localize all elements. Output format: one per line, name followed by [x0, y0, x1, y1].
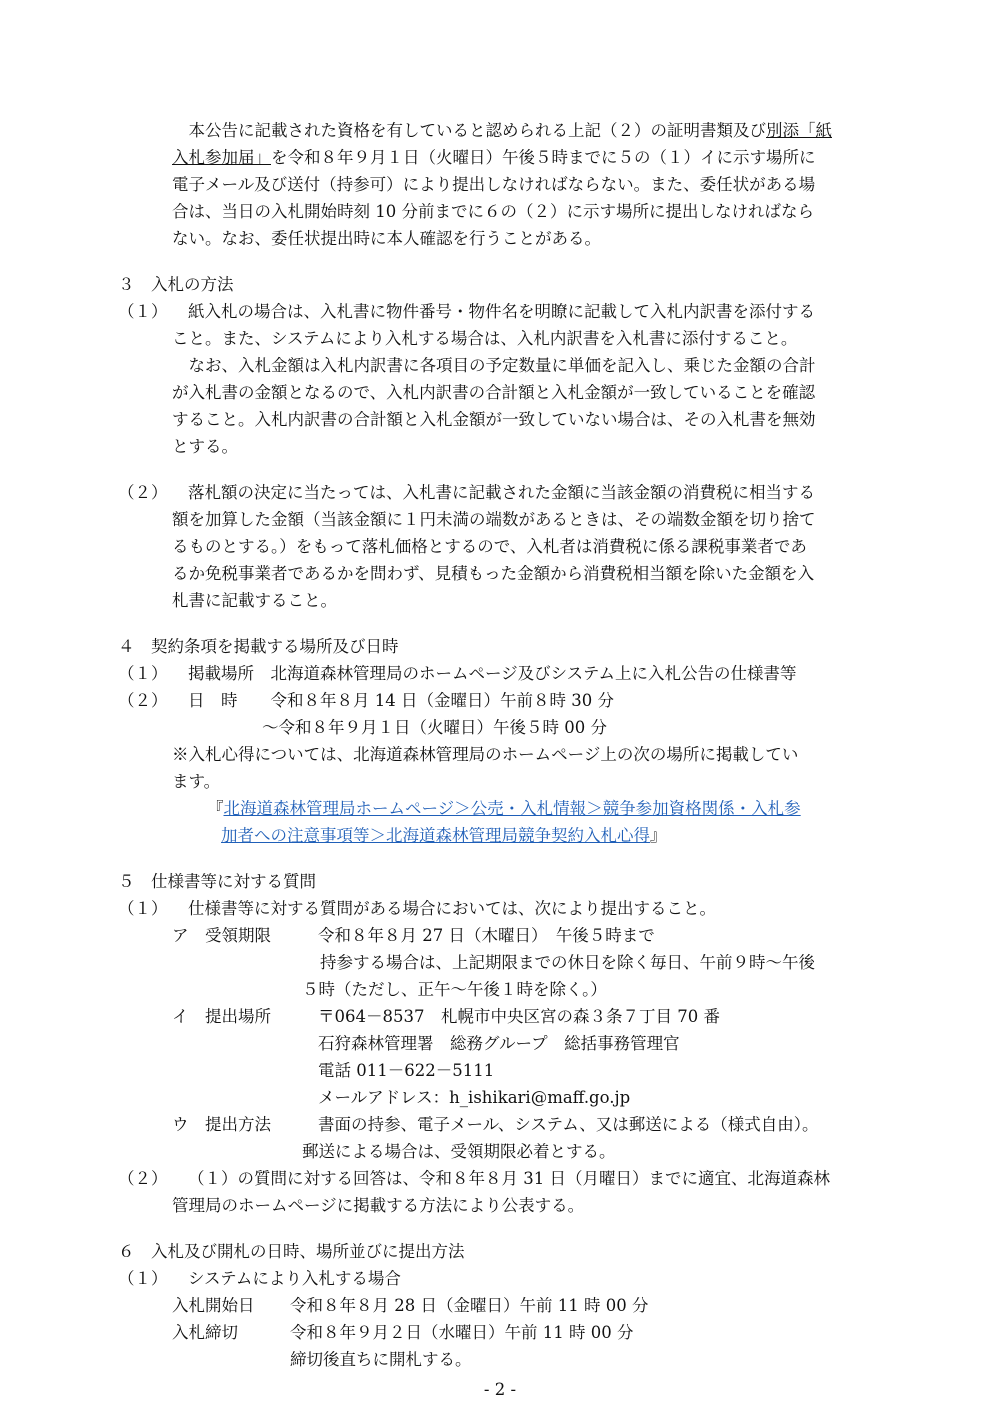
s3-item-2-line: るか免税事業者であるかを問わず、見積もった金額から消費税相当額を除いた金額を入	[172, 564, 815, 583]
intro-text: 本公告に記載された資格を有していると認められる上記（２）の証明書類及び	[172, 121, 766, 140]
attachment-ref: 入札参加届」	[172, 148, 271, 167]
attachment-ref: 別添「紙	[766, 121, 832, 140]
intro-line-5: ない。なお、委任状提出時に本人確認を行うことがある。	[172, 229, 601, 248]
s6-start-text: 令和８年８月 28 日（金曜日）午前 11 時 00 分	[290, 1296, 649, 1315]
s6-end-label: 入札締切	[172, 1323, 238, 1342]
s5-b-line: 石狩森林管理署 総務グループ 総括事務管理官	[318, 1034, 680, 1053]
s4-item-2-continuation: ～令和８年９月１日（火曜日）午後５時 00 分	[262, 718, 607, 737]
section-5-heading: ５ 仕様書等に対する質問	[118, 872, 316, 891]
path-close-bracket: 』	[650, 826, 667, 845]
s5-item-1-text: 仕様書等に対する質問がある場合においては、次により提出すること。	[188, 899, 716, 918]
path-open-bracket: 『	[207, 799, 224, 818]
s5-item-1-label: （１）	[118, 899, 168, 918]
s3-item-2-line: 札書に記載すること。	[172, 591, 337, 610]
s4-item-1-text: 掲載場所 北海道森林管理局のホームページ及びシステム上に入札公告の仕様書等	[188, 664, 797, 683]
section-4-heading: ４ 契約条項を掲載する場所及び日時	[118, 637, 399, 656]
intro-line-2	[172, 144, 816, 171]
s4-path-line-2	[221, 822, 667, 849]
section-6-heading: ６ 入札及び開札の日時、場所並びに提出方法	[118, 1242, 465, 1261]
s3-item-1-line: とする。	[172, 437, 238, 456]
s5-a-text: 令和８年８月 27 日（木曜日） 午後５時まで	[318, 926, 655, 945]
s3-item-1-line: なお、入札金額は入札内訳書に各項目の予定数量に単価を記入し、乗じた金額の合計	[172, 356, 816, 375]
nyusatsu-kokoroe-link[interactable]: 北海道森林管理局ホームページ＞公売・入札情報＞競争参加資格関係・入札参	[223, 799, 801, 818]
s5-c-label: ウ 提出方法	[172, 1115, 271, 1134]
s3-item-2-line: 額を加算した金額（当該金額に１円未満の端数があるときは、その端数金額を切り捨て	[172, 510, 816, 529]
intro-line-3: 電子メール及び送付（持参可）により提出しなければならない。また、委任状がある場	[172, 175, 816, 194]
s4-note-line: ます。	[172, 772, 221, 791]
s4-item-2-label: （２）	[118, 691, 168, 710]
s4-path-line-1	[207, 795, 801, 822]
s5-a-label: ア 受領期限	[172, 926, 271, 945]
s5-b-text: 〒064－8537 札幌市中央区宮の森３条７丁目 70 番	[318, 1007, 720, 1026]
s4-item-1-label: （１）	[118, 664, 168, 683]
page-number: - 2 -	[483, 1380, 517, 1399]
s3-item-1-line: すること。入札内訳書の合計額と入札金額が一致していない場合は、その入札書を無効	[172, 410, 816, 429]
s3-item-1-line: 紙入札の場合は、入札書に物件番号・物件名を明瞭に記載して入札内訳書を添付する	[188, 302, 815, 321]
s5-item-2-text: （１）の質問に対する回答は、令和８年８月 31 日（月曜日）までに適宜、北海道森林	[188, 1169, 830, 1188]
s3-item-2-line: 落札額の決定に当たっては、入札書に記載された金額に当該金額の消費税に相当する	[188, 483, 815, 502]
nyusatsu-kokoroe-link[interactable]: 加者への注意事項等＞北海道森林管理局競争契約入札心得	[221, 826, 650, 845]
s5-c-text: 書面の持参、電子メール、システム、又は郵送による（様式自由）。	[318, 1115, 819, 1134]
s4-note-line: ※入札心得については、北海道森林管理局のホームページ上の次の場所に掲載してい	[172, 745, 799, 764]
s5-a-line: ５時（ただし、正午～午後１時を除く。）	[302, 980, 607, 999]
s3-item-1-line: こと。また、システムにより入札する場合は、入札内訳書を入札書に添付すること。	[172, 329, 798, 348]
section-3-heading: ３ 入札の方法	[118, 275, 234, 294]
s5-b-label: イ 提出場所	[172, 1007, 271, 1026]
intro-line-1	[172, 117, 832, 144]
s3-item-1-label: （１）	[118, 302, 168, 321]
s6-item-1-label: （１）	[118, 1269, 168, 1288]
s5-c-line: 郵送による場合は、受領期限必着とする。	[302, 1142, 616, 1161]
s6-after-text: 締切後直ちに開札する。	[290, 1350, 472, 1369]
s5-item-2-label: （２）	[118, 1169, 168, 1188]
s6-start-label: 入札開始日	[172, 1296, 255, 1315]
s5-b-email: メールアドレス：h_ishikari@maff.go.jp	[318, 1088, 631, 1107]
s3-item-2-line: るものとする。）をもって落札価格とするので、入札者は消費税に係る課税事業者であ	[172, 537, 807, 556]
s3-item-1-line: が入札書の金額となるので、入札内訳書の合計額と入札金額が一致していることを確認	[172, 383, 816, 402]
s5-a-line: 持参する場合は、上記期限までの休日を除く毎日、午前９時～午後	[320, 953, 815, 972]
s6-end-text: 令和８年９月２日（水曜日）午前 11 時 00 分	[290, 1323, 634, 1342]
s3-item-2-label: （２）	[118, 483, 168, 502]
s5-b-phone: 電話 011－622－5111	[318, 1061, 495, 1080]
s5-item-2-line: 管理局のホームページに掲載する方法により公表する。	[172, 1196, 585, 1215]
intro-text: を令和８年９月１日（火曜日）午後５時までに５の（１）イに示す場所に	[271, 148, 816, 167]
s6-item-1-text: システムにより入札する場合	[188, 1269, 401, 1288]
intro-line-4: 合は、当日の入札開始時刻 10 分前までに６の（２）に示す場所に提出しなければなら	[172, 202, 814, 221]
s4-item-2-text: 日 時 令和８年８月 14 日（金曜日）午前８時 30 分	[188, 691, 614, 710]
